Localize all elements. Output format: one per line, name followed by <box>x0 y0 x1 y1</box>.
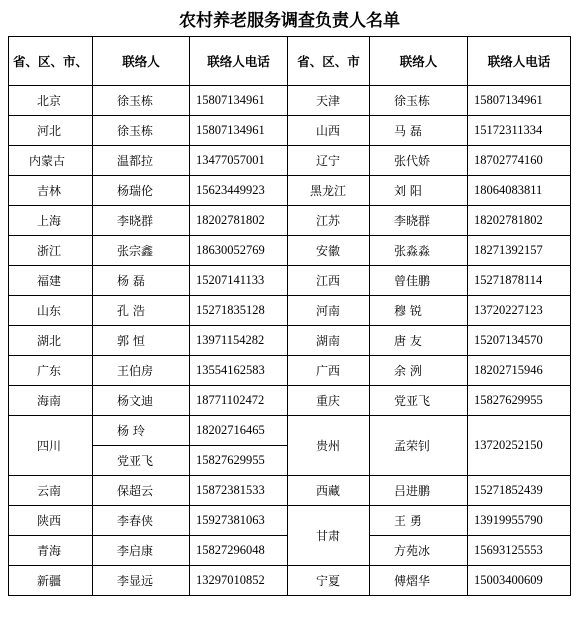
phone-cell: 15827296048 <box>190 536 288 566</box>
contact-cell: 吕进鹏 <box>370 476 468 506</box>
header-phone: 联络人电话 <box>190 37 288 86</box>
province-cell: 山西 <box>288 116 370 146</box>
contact-cell: 徐玉栋 <box>93 86 190 116</box>
phone-cell: 13919955790 <box>468 506 571 536</box>
phone-cell: 18202716465 <box>190 416 288 446</box>
province-cell: 安徽 <box>288 236 370 266</box>
contact-cell: 马 磊 <box>370 116 468 146</box>
phone-cell: 18271392157 <box>468 236 571 266</box>
contact-cell: 温都拉 <box>93 146 190 176</box>
phone-cell: 18771102472 <box>190 386 288 416</box>
province-cell: 青海 <box>9 536 93 566</box>
phone-cell: 13297010852 <box>190 566 288 596</box>
page-title: 农村养老服务调查负责人名单 <box>179 11 400 31</box>
contact-cell: 杨 玲 <box>93 416 190 446</box>
table-row <box>9 266 571 296</box>
phone-cell: 13477057001 <box>190 146 288 176</box>
phone-cell: 15271878114 <box>468 266 571 296</box>
contact-cell: 郭 恒 <box>93 326 190 356</box>
province-cell: 甘肃 <box>288 506 370 566</box>
table-row <box>9 386 571 416</box>
province-cell: 湖北 <box>9 326 93 356</box>
phone-cell: 15693125553 <box>468 536 571 566</box>
contact-cell: 张淼淼 <box>370 236 468 266</box>
phone-cell: 15271852439 <box>468 476 571 506</box>
province-cell: 浙江 <box>9 236 93 266</box>
table-row <box>9 116 571 146</box>
province-cell: 上海 <box>9 206 93 236</box>
contact-cell: 党亚飞 <box>370 386 468 416</box>
phone-cell: 13720227123 <box>468 296 571 326</box>
contact-cell: 杨文迪 <box>93 386 190 416</box>
phone-cell: 18202715946 <box>468 356 571 386</box>
phone-cell: 15827629955 <box>190 446 288 476</box>
contact-cell: 余 洌 <box>370 356 468 386</box>
province-cell: 福建 <box>9 266 93 296</box>
province-cell: 北京 <box>9 86 93 116</box>
contact-cell: 党亚飞 <box>93 446 190 476</box>
contact-cell: 张宗鑫 <box>93 236 190 266</box>
contact-cell: 孟荣钊 <box>370 416 468 476</box>
province-cell: 陕西 <box>9 506 93 536</box>
province-cell: 广东 <box>9 356 93 386</box>
province-cell: 西藏 <box>288 476 370 506</box>
phone-cell: 15623449923 <box>190 176 288 206</box>
table-row <box>9 296 571 326</box>
contact-cell: 傅熠华 <box>370 566 468 596</box>
contact-cell: 徐玉栋 <box>93 116 190 146</box>
province-cell: 江苏 <box>288 206 370 236</box>
table-row <box>9 326 571 356</box>
table-row <box>9 506 571 536</box>
phone-cell: 18630052769 <box>190 236 288 266</box>
phone-cell: 18064083811 <box>468 176 571 206</box>
contact-cell: 杨 磊 <box>93 266 190 296</box>
contact-cell: 李晓群 <box>93 206 190 236</box>
contact-table <box>8 36 571 596</box>
header-region-2: 省、区、市 <box>288 37 370 86</box>
province-cell: 江西 <box>288 266 370 296</box>
contact-cell: 李晓群 <box>370 206 468 236</box>
header-contact: 联络人 <box>93 37 190 86</box>
province-cell: 海南 <box>9 386 93 416</box>
province-cell: 新疆 <box>9 566 93 596</box>
phone-cell: 18702774160 <box>468 146 571 176</box>
phone-cell: 15807134961 <box>190 116 288 146</box>
table-row <box>9 176 571 206</box>
phone-cell: 15207134570 <box>468 326 571 356</box>
table-row <box>9 566 571 596</box>
phone-cell: 15172311334 <box>468 116 571 146</box>
province-cell: 河南 <box>288 296 370 326</box>
phone-cell: 15003400609 <box>468 566 571 596</box>
header-contact-2: 联络人 <box>370 37 468 86</box>
province-cell: 贵州 <box>288 416 370 476</box>
province-cell: 湖南 <box>288 326 370 356</box>
contact-cell: 曾佳鹏 <box>370 266 468 296</box>
phone-cell: 15827629955 <box>468 386 571 416</box>
province-cell: 辽宁 <box>288 146 370 176</box>
phone-cell: 13971154282 <box>190 326 288 356</box>
table-row <box>9 236 571 266</box>
province-cell: 黑龙江 <box>288 176 370 206</box>
contact-cell: 穆 锐 <box>370 296 468 326</box>
phone-cell: 18202781802 <box>468 206 571 236</box>
contact-cell: 方苑冰 <box>370 536 468 566</box>
table-row <box>9 146 571 176</box>
table-row <box>9 206 571 236</box>
contact-cell: 李显远 <box>93 566 190 596</box>
contact-cell: 李春侠 <box>93 506 190 536</box>
header-phone-2: 联络人电话 <box>468 37 571 86</box>
phone-cell: 15927381063 <box>190 506 288 536</box>
province-cell: 吉林 <box>9 176 93 206</box>
table-row <box>9 416 571 446</box>
contact-cell: 孔 浩 <box>93 296 190 326</box>
contact-cell: 徐玉栋 <box>370 86 468 116</box>
contact-cell: 唐 友 <box>370 326 468 356</box>
province-cell: 河北 <box>9 116 93 146</box>
contact-cell: 李启康 <box>93 536 190 566</box>
contact-cell: 王伯房 <box>93 356 190 386</box>
contact-cell: 王 勇 <box>370 506 468 536</box>
province-cell: 内蒙古 <box>9 146 93 176</box>
province-cell: 四川 <box>9 416 93 476</box>
province-cell: 重庆 <box>288 386 370 416</box>
table-row <box>9 476 571 506</box>
province-cell: 广西 <box>288 356 370 386</box>
phone-cell: 15271835128 <box>190 296 288 326</box>
contact-cell: 刘 阳 <box>370 176 468 206</box>
phone-cell: 13554162583 <box>190 356 288 386</box>
province-cell: 宁夏 <box>288 566 370 596</box>
contact-cell: 保超云 <box>93 476 190 506</box>
table-row <box>9 356 571 386</box>
contact-cell: 张代娇 <box>370 146 468 176</box>
phone-cell: 13720252150 <box>468 416 571 476</box>
phone-cell: 15207141133 <box>190 266 288 296</box>
phone-cell: 18202781802 <box>190 206 288 236</box>
province-cell: 天津 <box>288 86 370 116</box>
phone-cell: 15872381533 <box>190 476 288 506</box>
contact-cell: 杨瑞伦 <box>93 176 190 206</box>
province-cell: 山东 <box>9 296 93 326</box>
phone-cell: 15807134961 <box>190 86 288 116</box>
province-cell: 云南 <box>9 476 93 506</box>
table-row <box>9 86 571 116</box>
table-header-row <box>9 37 571 86</box>
header-region: 省、区、市、 <box>9 37 93 86</box>
phone-cell: 15807134961 <box>468 86 571 116</box>
